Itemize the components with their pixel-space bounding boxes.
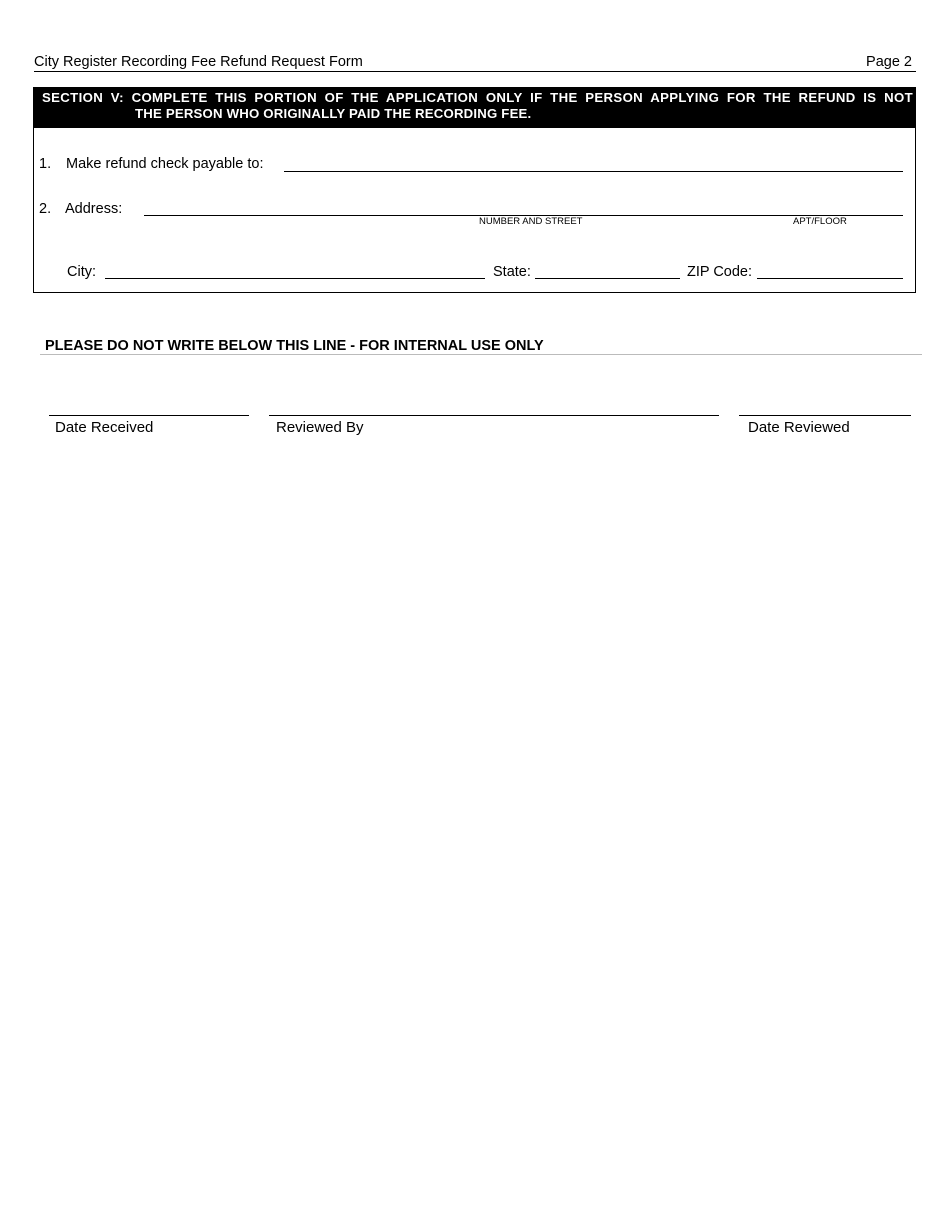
page-header — [34, 54, 916, 72]
internal-use-heading: PLEASE DO NOT WRITE BELOW THIS LINE - FOR INTERNAL USE ONLY — [45, 338, 544, 354]
page-number: Page 2 — [866, 54, 912, 70]
reviewed-by-line[interactable] — [269, 415, 719, 416]
city-label: City: — [67, 264, 96, 280]
section-v-heading-line1: SECTION V: COMPLETE THIS PORTION OF THE APPLICATION ONLY IF THE PERSON APPLYING FOR THE REFUND IS NOT — [42, 90, 913, 105]
section-v-heading-line2: THE PERSON WHO ORIGINALLY PAID THE RECORDING FEE. — [135, 106, 532, 121]
address-field-number: 2. — [39, 201, 52, 217]
payable-label: Make refund check payable to: — [66, 156, 264, 172]
zip-input-line[interactable] — [757, 278, 903, 279]
state-input-line[interactable] — [535, 278, 680, 279]
date-received-line[interactable] — [49, 415, 249, 416]
payable-input-line[interactable] — [284, 171, 903, 172]
date-reviewed-label: Date Reviewed — [748, 419, 850, 436]
city-input-line[interactable] — [105, 278, 485, 279]
address-label: Address: — [65, 201, 123, 217]
address-caption-street: NUMBER AND STREET — [479, 216, 583, 227]
date-received-label: Date Received — [55, 419, 154, 436]
state-label: State: — [493, 264, 531, 280]
form-title: City Register Recording Fee Refund Request Form — [34, 54, 363, 70]
zip-label: ZIP Code: — [687, 264, 753, 280]
payable-field-number: 1. — [39, 156, 52, 172]
internal-use-divider — [40, 354, 922, 355]
section-v-heading — [34, 88, 915, 128]
date-reviewed-line[interactable] — [739, 415, 911, 416]
address-caption-apt: APT/FLOOR — [793, 216, 847, 227]
reviewed-by-label: Reviewed By — [276, 419, 364, 436]
section-v-box — [33, 87, 916, 293]
